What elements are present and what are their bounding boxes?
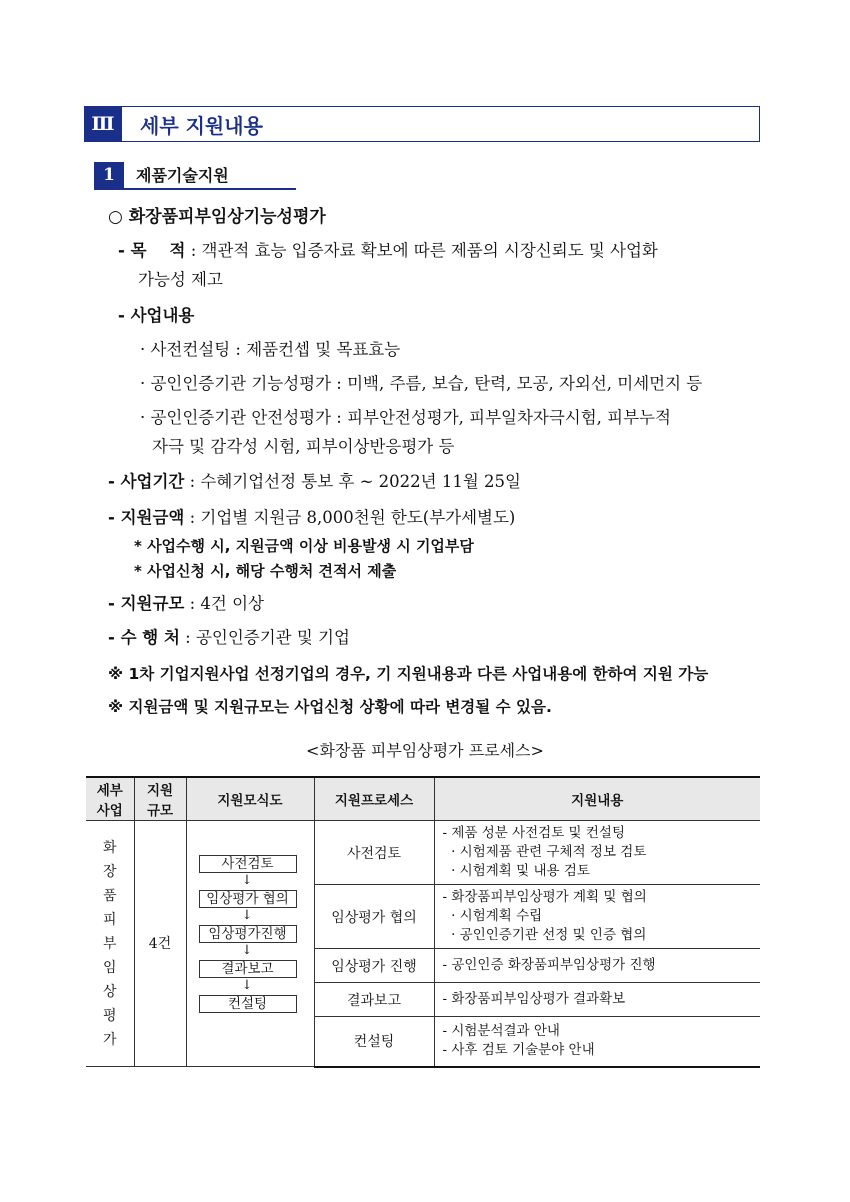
business-item: · 공인인증기관 기능성평가 : 미백, 주름, 보습, 탄력, 모공, 자외선, 미세먼지 등 bbox=[140, 374, 703, 393]
arrow-down-icon: ↓ bbox=[241, 907, 253, 923]
amount-label: - 지원금액 bbox=[108, 508, 185, 527]
performer-text: : 공인인증기관 및 기업 bbox=[179, 628, 350, 647]
flow-step: 임상평가 협의 bbox=[199, 890, 297, 908]
amount-note: * 사업신청 시, 해당 수행처 견적서 제출 bbox=[134, 562, 397, 580]
header-content: 지원내용 bbox=[434, 777, 760, 821]
header-process: 지원프로세스 bbox=[314, 777, 434, 821]
header-diagram: 지원모식도 bbox=[186, 777, 314, 821]
flow-step: 결과보고 bbox=[199, 960, 297, 978]
period-text: : 수혜기업선정 통보 후 ~ 2022년 11월 25일 bbox=[184, 472, 521, 491]
purpose-text: : 객관적 효능 입증자료 확보에 따른 제품의 시장신뢰도 및 사업화 bbox=[185, 241, 658, 260]
amount-line bbox=[108, 505, 515, 531]
process-content: - 시험분석결과 안내 - 사후 검토 기술분야 안내 bbox=[434, 1017, 760, 1067]
subsection-underline bbox=[94, 188, 296, 190]
amount-text: : 기업별 지원금 8,000천원 한도(부가세별도) bbox=[184, 508, 516, 527]
header-scale: 지원 규모 bbox=[134, 777, 186, 821]
performer-label: - 수 행 처 bbox=[108, 628, 180, 647]
section-number: Ⅲ bbox=[84, 106, 122, 142]
amount-note: * 사업수행 시, 지원금액 이상 비용발생 시 기업부담 bbox=[134, 537, 474, 555]
business-label: - 사업내용 bbox=[118, 306, 195, 325]
performer-line bbox=[108, 625, 350, 651]
arrow-down-icon: ↓ bbox=[241, 872, 253, 888]
process-content: - 화장품피부임상평가 계획 및 협의 · 시험계획 수립 · 공인인증기관 선정 및 인증 협의 bbox=[434, 885, 760, 949]
scale-label: - 지원규모 bbox=[108, 594, 185, 613]
purpose-text-cont: 가능성 제고 bbox=[138, 270, 223, 289]
period-line bbox=[108, 469, 521, 495]
process-content: - 제품 성분 사전검토 및 컨설팅 · 시험제품 관련 구체적 정보 검토 · 시험계획 및 내용 검토 bbox=[434, 821, 760, 885]
business-item: 자극 및 감각성 시험, 피부이상반응평가 등 bbox=[152, 437, 455, 456]
table-caption: <화장품 피부임상평가 프로세스> bbox=[306, 741, 544, 760]
flow-step: 임상평가진행 bbox=[199, 925, 297, 943]
subsection-title: 제품기술지원 bbox=[136, 166, 229, 185]
remark: ※ 지원금액 및 지원규모는 사업신청 상황에 따라 변경될 수 있음. bbox=[108, 698, 552, 716]
process-name: 임상평가 협의 bbox=[314, 885, 434, 949]
program-title: ○ 화장품피부임상기능성평가 bbox=[108, 207, 326, 227]
flow-step: 컨설팅 bbox=[199, 995, 297, 1013]
process-name: 임상평가 진행 bbox=[314, 949, 434, 983]
business-item: · 사전컨설팅 : 제품컨셉 및 목표효능 bbox=[140, 340, 401, 359]
table-header-row bbox=[86, 777, 760, 821]
scale-line bbox=[108, 591, 264, 617]
business-item: · 공인인증기관 안전성평가 : 피부안전성평가, 피부일차자극시험, 피부누적 bbox=[140, 408, 671, 427]
subsection-number: 1 bbox=[94, 162, 124, 188]
flow-step: 사전검토 bbox=[199, 855, 297, 873]
purpose-label: - 목 적 bbox=[118, 241, 186, 260]
header-business: 세부 사업 bbox=[86, 777, 134, 821]
process-name: 컨설팅 bbox=[314, 1017, 434, 1067]
arrow-down-icon: ↓ bbox=[241, 977, 253, 993]
table-row bbox=[86, 821, 760, 885]
process-content: - 화장품피부임상평가 결과확보 bbox=[434, 983, 760, 1017]
process-content: - 공인인증 화장품피부임상평가 진행 bbox=[434, 949, 760, 983]
purpose-line bbox=[118, 238, 658, 264]
section-title: 세부 지원내용 bbox=[140, 114, 263, 138]
process-name: 사전검토 bbox=[314, 821, 434, 885]
remark: ※ 1차 기업지원사업 선정기업의 경우, 기 지원내용과 다른 사업내용에 한하여 지원 가능 bbox=[108, 665, 709, 683]
process-table bbox=[86, 776, 760, 1068]
scale-text: : 4건 이상 bbox=[184, 594, 264, 613]
flow-diagram-cell bbox=[186, 821, 314, 1067]
scale-cell: 4건 bbox=[134, 821, 186, 1067]
flow-diagram bbox=[187, 824, 314, 1064]
business-vertical-cell: 화 장 품 피 부 임 상 평 가 bbox=[86, 821, 134, 1067]
arrow-down-icon: ↓ bbox=[241, 942, 253, 958]
period-label: - 사업기간 bbox=[108, 472, 185, 491]
process-name: 결과보고 bbox=[314, 983, 434, 1017]
